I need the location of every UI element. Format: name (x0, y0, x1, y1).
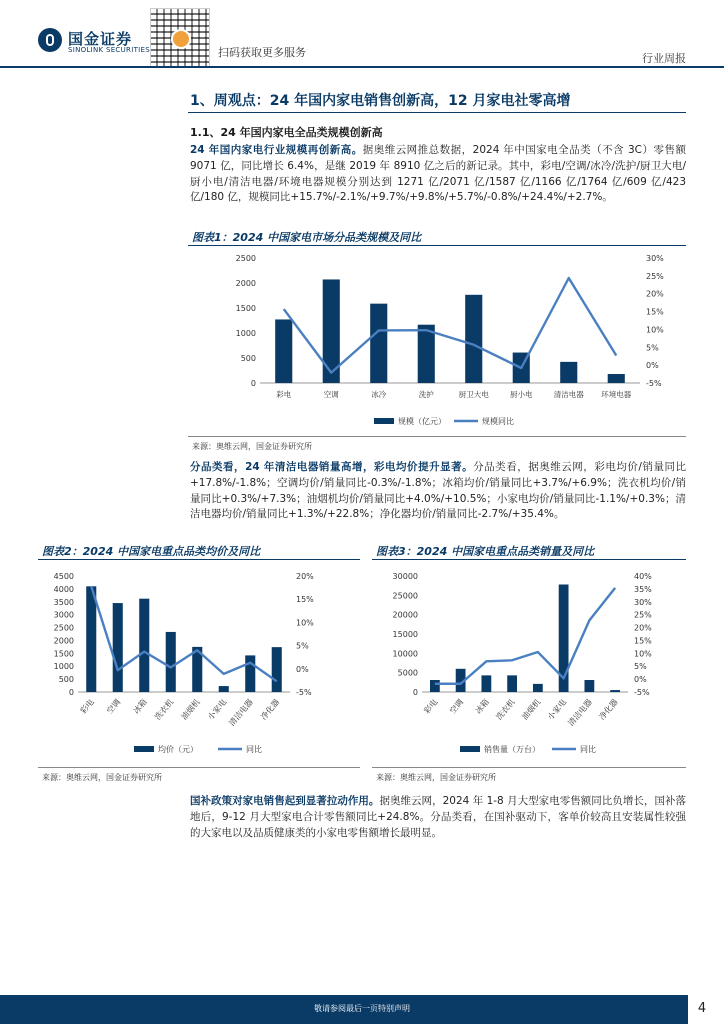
chart3-left-tick: 0 (412, 688, 418, 697)
chart3-category-label: 彩电 (422, 697, 440, 716)
chart2-right-tick: 5% (296, 641, 309, 651)
chart1-category-label: 厨卫大电 (458, 390, 489, 399)
chart2-left-tick: 0 (68, 688, 74, 697)
chart1-left-tick: 1000 (235, 329, 256, 338)
chart2-category-label: 油烟机 (179, 697, 202, 722)
chart3-legend-line-label: 同比 (580, 745, 596, 754)
paragraph-2-lead: 分品类看，24 年清洁电器销量高增，彩电均价提升显著。 (190, 461, 474, 473)
chart3-bar (507, 675, 517, 692)
chart1-right-tick: 15% (646, 307, 664, 317)
chart2-category-label: 清洁电器 (227, 697, 255, 728)
chart1-category-label: 清洁电器 (553, 390, 584, 399)
chart2-bar (139, 599, 149, 692)
chart2-right-tick: 0% (296, 664, 309, 674)
figure-1-title: 图表1：2024 中国家电市场分品类规模及同比 (192, 231, 422, 244)
figure-2-bottom-rule (38, 767, 360, 768)
chart2-bar (272, 647, 282, 692)
qr-label: 扫码获取更多服务 (218, 46, 306, 59)
chart2-left-tick: 1500 (53, 649, 74, 659)
chart3-category-label: 洗衣机 (494, 697, 517, 722)
chart1-bar (465, 295, 482, 383)
chart1-bar (418, 325, 435, 383)
chart1-right-tick: 5% (646, 343, 659, 353)
footer-disclaimer: 敬请参阅最后一页特别声明 (314, 1004, 410, 1013)
chart2-category-label: 洗衣机 (152, 697, 176, 722)
chart3-left-tick: 15000 (392, 630, 418, 639)
chart3-bar (430, 680, 440, 692)
section-heading-rule (188, 112, 686, 113)
chart3-left-tick: 30000 (392, 572, 418, 581)
chart3-right-tick: 40% (634, 572, 652, 581)
figure-1-bottom-rule (188, 436, 686, 437)
chart3-right-tick: 20% (634, 623, 652, 633)
section-heading: 1、周观点：24 年国内家电销售创新高，12 月家电社零高增 (190, 93, 571, 109)
chart2-left-tick: 500 (58, 675, 74, 685)
chart1-category-label: 环境电器 (601, 390, 632, 399)
chart2-left-tick: 1000 (53, 662, 74, 672)
chart1-left-tick: 2500 (235, 254, 256, 263)
chart3-category-label: 清洁电器 (566, 697, 594, 728)
chart1-left-tick: 0 (250, 379, 256, 388)
chart1-category-label: 彩电 (276, 390, 292, 399)
chart2-right-tick: 15% (296, 595, 314, 605)
chart2-legend-line-label: 同比 (246, 745, 262, 754)
chart1-legend-line-label: 规模同比 (482, 417, 514, 426)
chart3-category-label: 小家电 (545, 697, 569, 722)
paragraph-2 (190, 460, 686, 523)
chart1-bar (560, 362, 577, 383)
chart2-left-tick: 3500 (53, 597, 74, 607)
chart1-right-tick: 30% (646, 254, 664, 263)
figure-1-rule (188, 245, 686, 246)
chart1-left-tick: 1500 (235, 304, 256, 313)
chart3-right-tick: 25% (634, 610, 652, 620)
header-divider (0, 66, 724, 68)
figure-3-title: 图表3：2024 中国家电重点品类销量及同比 (376, 545, 595, 558)
figure-2-title: 图表2：2024 中国家电重点品类均价及同比 (42, 545, 261, 558)
logo-name-en: SINOLINK SECURITIES (68, 46, 150, 54)
chart3-right-tick: -5% (634, 688, 650, 697)
chart3-legend-bar-swatch (460, 746, 480, 752)
chart2-category-label: 彩电 (78, 697, 96, 716)
subsection-heading: 1.1、24 年国内家电全品类规模创新高 (190, 126, 383, 139)
chart3-bar (533, 684, 543, 692)
qr-code-icon[interactable] (150, 8, 210, 68)
chart1-legend-bar-swatch (374, 418, 394, 424)
paragraph-3-lead: 国补政策对家电销售起到显著拉动作用。 (190, 795, 380, 807)
figure-2-rule (38, 559, 360, 560)
chart3-bar (610, 690, 620, 692)
report-type: 行业周报 (642, 52, 686, 65)
chart2-bar (113, 603, 123, 692)
chart1-category-label: 空调 (323, 390, 339, 399)
chart1-right-tick: 10% (646, 325, 664, 335)
chart2-legend-bar-label: 均价（元） (158, 745, 198, 754)
page-number: 4 (697, 1001, 707, 1016)
chart3-category-label: 净化器 (597, 697, 620, 722)
paragraph-3 (190, 794, 686, 841)
chart3-left-tick: 10000 (392, 649, 418, 659)
chart1-left-tick: 500 (240, 354, 256, 363)
figure-1-source: 来源：奥维云网，国金证券研究所 (192, 442, 312, 451)
figure-3-chart (372, 562, 688, 762)
chart3-right-tick: 15% (634, 636, 652, 646)
chart1-right-tick: 20% (646, 289, 664, 299)
chart2-category-label: 小家电 (205, 697, 229, 722)
chart2-category-label: 冰箱 (131, 697, 149, 716)
chart3-right-tick: 35% (634, 584, 652, 594)
chart3-left-tick: 5000 (397, 668, 418, 678)
chart1-bar (608, 374, 625, 383)
paragraph-3-body: 据奥维云网，2024 年 1-8 月大型家电零售额同比负增长，国补落地后，9-12 月大型家电合计零售额同比+24.8%。分品类看，在国补驱动下，客单价较高且安装属性较强的大家电以及品质健康类的小家电零售额增长最明显。 (190, 795, 686, 839)
logo-name-cn: 国金证券 (68, 30, 133, 48)
chart3-category-label: 油烟机 (520, 697, 543, 722)
chart3-legend-bar-label: 销售量（万台） (484, 745, 540, 754)
chart1-legend-bar-label: 规模（亿元） (398, 417, 446, 426)
chart2-right-tick: 10% (296, 618, 314, 628)
paragraph-1-lead: 24 年国内家电行业规模再创新高。 (190, 144, 363, 156)
chart2-left-tick: 2500 (53, 623, 74, 633)
chart2-bar (166, 632, 176, 692)
chart1-left-tick: 2000 (235, 279, 256, 288)
chart2-legend-bar-swatch (134, 746, 154, 752)
chart3-left-tick: 25000 (392, 591, 418, 601)
figure-2-source: 来源：奥维云网，国金证券研究所 (42, 773, 162, 782)
chart3-right-tick: 10% (634, 649, 652, 659)
paragraph-1 (190, 143, 686, 206)
chart2-left-tick: 4500 (53, 572, 74, 581)
chart3-category-label: 冰箱 (473, 697, 491, 716)
sinolink-logo-icon (38, 28, 62, 52)
chart1-bar (370, 304, 387, 383)
chart1-category-label: 厨小电 (510, 390, 533, 399)
chart1-category-label: 洗护 (418, 390, 434, 399)
chart2-right-tick: 20% (296, 572, 314, 581)
chart2-category-label: 净化器 (258, 697, 282, 722)
chart3-right-tick: 5% (634, 662, 647, 672)
chart2-left-tick: 3000 (53, 610, 74, 620)
chart2-category-label: 空调 (105, 697, 123, 716)
paragraph-1-body: 据奥维云网推总数据，2024 年中国家电全品类（不含 3C）零售额 9071 亿，同比增长 6.4%，是继 2019 年 8910 亿之后的新记录。其中，彩电/空调/冰冷/洗护/厨卫大电/厨小电/清洁电器/环境电器规模分别达到 1271 亿/2071 亿/1587 亿/1166 亿/1764 亿/609 亿/423 亿/180 亿，规模同比+15.7%/-2.1%/+9.7%/+9.8%/+5.7%/-0.8%/+24.4%/+2.7%。 (190, 144, 686, 204)
chart3-right-tick: 0% (634, 675, 647, 685)
chart2-bar (86, 586, 96, 692)
chart2-left-tick: 2000 (53, 636, 74, 646)
chart3-right-tick: 30% (634, 597, 652, 607)
chart1-right-tick: -5% (646, 379, 662, 388)
figure-3-source: 来源：奥维云网，国金证券研究所 (376, 773, 496, 782)
chart2-left-tick: 4000 (53, 584, 74, 594)
chart1-right-tick: 25% (646, 271, 664, 281)
figure-3-rule (372, 559, 686, 560)
paragraph-2-body: 分品类看，据奥维云网，彩电均价/销量同比+17.8%/-1.8%；空调均价/销量同比-0.3%/-1.8%；冰箱均价/销量同比+3.7%/+6.9%；洗衣机均价/销量同比+0.3%/+7.3%；油烟机均价/销量同比+4.0%/+10.5%；小家电均价/销量同比-1.1%/+0.3%；清洁电器均价/销量同比+1.3%/+22.8%；净化器均价/销量同比-2.7%/+35.4%。 (190, 461, 686, 521)
chart3-category-label: 空调 (447, 697, 466, 716)
chart1-category-label: 冰冷 (371, 390, 387, 399)
chart2-bar (219, 686, 229, 692)
figure-3-bottom-rule (372, 767, 686, 768)
figure-1-chart (188, 248, 688, 432)
chart3-left-tick: 20000 (392, 610, 418, 620)
chart3-bar (481, 675, 491, 692)
chart2-bar (245, 655, 255, 692)
chart3-bar (584, 680, 594, 692)
figure-2-chart (38, 562, 362, 762)
chart1-bar (275, 319, 292, 383)
chart2-right-tick: -5% (296, 688, 312, 697)
chart1-right-tick: 0% (646, 361, 659, 371)
